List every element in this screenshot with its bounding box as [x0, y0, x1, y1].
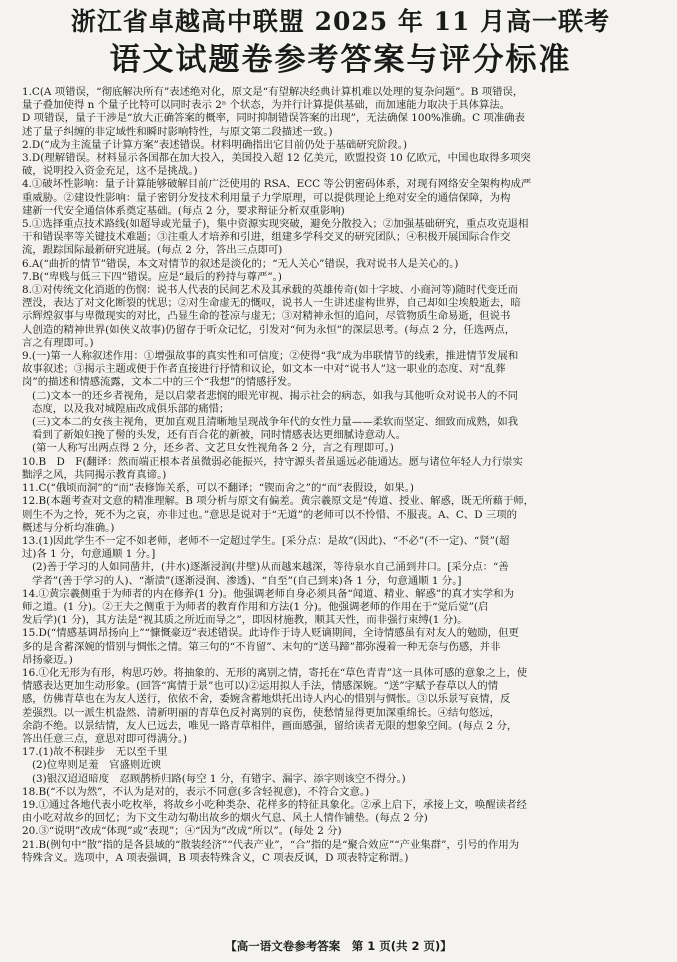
answer-line: 6.A(“曲折的情节”错误，本文对情节的叙述是淡化的；“无人关心”错误，我对说书人是关心的。) — [22, 257, 459, 270]
answer-item — [22, 825, 659, 838]
answer-line: (二)文本一的还乡者视角，是以启蒙者悲悯的眼光审视、揭示社会的病态，如我与其他听众对说书人的不同 — [32, 389, 519, 402]
answer-line: 1.C(A 项错误，“彻底解决所有”表述绝对化，原文是“有望解决经典计算机难以处理的复杂问题”。B 项错误， — [22, 86, 524, 98]
answer-item — [22, 258, 659, 271]
answer-line: 师之道。(1 分)。②王夫之侧重于为师者的教育作用和方法(1 分)。他强调老师的作用在于“觉后觉”(启 — [22, 600, 489, 613]
answer-line: 重威胁。②建设性影响：量子密钥分发技术利用量子力学原理，可以提供理论上绝对安全的通信保障，为构 — [22, 191, 511, 204]
answer-line: 18.B(“不以为然”，不认为是对的，表示不同意(多含轻视意)，不符合文意。) — [22, 785, 370, 798]
answer-line: 答出任意三点，意思对即可得满分。) — [22, 732, 188, 745]
answer-item — [22, 786, 659, 799]
answer-item — [22, 535, 659, 561]
answer-line: 20.③“说明”改成“体现”或“表现”；④“因为”改成“所以”。(每处 2 分) — [22, 825, 342, 838]
answer-item — [22, 218, 659, 258]
answer-item — [22, 667, 659, 746]
answer-line: 由小吃对故乡的回忆；为下文生动勾勒出故乡的烟火气息、风土人情作铺垫。(每点 2 分) — [22, 812, 428, 825]
document-title: 语文试题卷参考答案与评分标准 — [109, 42, 572, 78]
answer-line: 发后学)(1 分)，其方法是“视其质之所近而导之”，即因材施教，顺其天性，而非强行束缚(1 分)。 — [22, 614, 468, 627]
answer-line: 概述与分析均准确。) — [22, 521, 115, 534]
answer-line: 故事叙述；③揭示主题或便于作者直接进行抒情和议论，如文本一中对“说书人”这一职业的态度、对“乱葬 — [22, 363, 506, 376]
answer-line: 多的是含蓄深婉的惜别与惆怅之情。第三句的“不肯留”、末句的“送马蹄”都弥漫着一种无奈与伤感，并非 — [22, 640, 501, 653]
answer-line: 17.(1)故不积跬步 无以至千里 — [22, 746, 168, 759]
answer-line: 差强烈。以一派生机盎然、清新明丽的青草色反衬离别的哀伤，使愁情显得更加深重绵长。④结句悠远， — [22, 706, 500, 719]
answer-line: 5.①选择重点技术路线(如超导或光量子)，集中资源实现突破，避免分散投入；②加强基础研究，重点攻克退相 — [22, 218, 529, 231]
answer-line: 言之有理即可。) — [22, 336, 94, 349]
answer-item — [22, 773, 659, 786]
answer-line: 量子叠加使得 n 个量子比特可以同时表示 2ⁿ 个状态，为并行计算提供基础，而加速能力取决于具体算法。 — [22, 99, 511, 112]
answer-line: 12.B(本题考查对文意的精准理解。B 项分析与原文有偏差。黄宗羲原文是“传道、授业、解惑，既无所藉于师， — [22, 495, 535, 508]
answer-line: 10.B D F(翻译：然而端正根本者虽微弱必能振兴，持守源头者虽遥远必能通达。愿与诸位年轻人力行崇实 — [22, 455, 523, 468]
answer-line: 述了量子纠缠的非定域性和瞬时影响特性，与原文第二段描述一致。) — [22, 125, 333, 138]
answer-line: 4.①破坏性影响：量子计算能够破解目前广泛使用的 RSA、ECC 等公钥密码体系，对现有网络安全架构构成严 — [22, 178, 532, 191]
answer-item — [22, 86, 659, 139]
answer-line: 3.D(理解错误。材料显示各国都在加大投入，美国投入超 12 亿美元，欧盟投资 10 亿欧元，中国也取得多项突 — [22, 152, 531, 165]
answer-item — [22, 561, 659, 587]
exam-title: 浙江省卓越高中联盟 2025 年 11 月高一联考 — [70, 7, 611, 36]
answer-item — [22, 799, 659, 825]
answer-line: (2)善于学习的人如同凿井，(井水)逐渐浸润(井壁)从而越来越深，等待泉水自己涌到井口。[采分点：“善 — [32, 561, 509, 574]
answer-line: 建新一代安全通信体系奠定基础。(每点 2 分，要求辩证分析双重影响) — [22, 204, 345, 217]
answer-line: 态度，以及我对城隍庙改成俱乐部的痛惜； — [32, 402, 230, 415]
answer-line: 19.①通过各地代表小吃枚举，将故乡小吃种类杂、花样多的特征具象化。②承上启下，承接上文，唤醒读者经 — [22, 798, 527, 811]
answer-item — [22, 495, 659, 535]
answer-line: 13.(1)因此学生不一定不如老师，老师不一定超过学生。[采分点：是故”(因此)、“不必”(不一定)、“贤”(超 — [22, 534, 510, 547]
answer-line: 则生不为之怜，死不为之哀，亦非过也。”意思是说对于“无道”的老师可以不怜惜、不服丧。A、C、D 三项的 — [22, 508, 518, 521]
answer-item — [22, 390, 659, 416]
answer-item — [22, 139, 659, 152]
answer-item — [22, 416, 659, 456]
answer-line: 干和错误率等关键技术难题；③注重人才培养和引进，组建多学科交叉的研究团队；④积极开展国际合作交 — [22, 231, 511, 244]
answer-line: 2.D(“成为主流量子计算方案”表述错误。材料明确指出它目前仍处于基础研究阶段。) — [22, 138, 408, 151]
answer-item — [22, 839, 659, 865]
answer-line: 11.C(“俄顷而洞”的“而”表修饰关系，可以不翻译；“锲而舍之”的“而”表假设，如果。) — [22, 482, 414, 495]
answer-item — [22, 152, 659, 178]
page-footer: 【高一语文卷参考答案 第 1 页(共 2 页)】 — [225, 939, 452, 953]
answer-item — [22, 178, 659, 218]
answer-line: 15.D(“情感基调昂扬向上”“慷慨豪迈”表述错误。此诗作于诗人贬谪期间，全诗情感虽有对友人的勉励，但更 — [22, 627, 519, 640]
answer-line: D 项错误，量子干涉是“放大正确答案的概率，同时抑制错误答案的出现”，无法确保 100%准确。C 项准确表 — [22, 112, 525, 125]
answer-line: 9.(一)第一人称叙述作用：①增强故事的真实性和可信度；②使得“我”成为串联情节的线索，推进情节发展和 — [22, 350, 519, 363]
answer-line: 8.①对传统文化消逝的伤悯：说书人代表的民间艺术及其承载的英雄传奇(如十字坡、小商河等)随时代变迁而 — [22, 284, 518, 297]
answer-list — [22, 86, 659, 865]
answer-line: 21.B(例句中“散”指的是各县域的“散装经济”“代表产业”，“合”指的是“聚合效应”“产业集群”，引号的作用为 — [22, 838, 520, 851]
answer-line: 过)各 1 分，句意通顺 1 分。] — [22, 548, 156, 561]
answer-line: (第一人称写出两点得 2 分，还乡者、文艺旦女性视角各 2 分，言之有理即可。) — [32, 442, 394, 455]
answer-line: 流，跟踪国际最新研究进展。(每点 2 分，答出三点即可) — [22, 244, 283, 257]
answer-line: (三)文本二的女孩主视角，更加直观且清晰地呈现战争年代的女性力量——柔软而坚定、细致而成熟，如我 — [32, 416, 519, 429]
answer-line: 特殊含义。选项中，A 项表强调，B 项表特殊含义，C 项表反讽，D 项表特定称谓。) — [22, 851, 409, 864]
answer-line: 破，说明投入资金充足，这不是挑战。) — [22, 165, 198, 178]
answer-line: 情感表达更加生动形象。(回答“寓情于景”也可以)②运用拟人手法，情感深婉。“送”字赋予春草以人的情 — [22, 680, 499, 693]
answer-line: 14.①黄宗羲侧重于为师者的内在修养(1 分)。他强调老师自身必须具备“闻道、精业、解惑”的真才实学和为 — [22, 587, 514, 600]
answer-item — [22, 759, 659, 772]
answer-line: 示辉煌叙事与卑微现实的对比，凸显生命的苍凉与虚无；③对精神永恒的追问，尽管物质生命易逝，但说书 — [22, 310, 511, 323]
answer-line: 黜浮之风，共同揭示教育真谛。) — [22, 468, 167, 481]
answer-item — [22, 456, 659, 482]
answer-line: 余韵不绝。以景结情，友人已远去，唯见一路青草相伴，画面感强，留给读者无限的想象空间。(每点 2 分， — [22, 719, 518, 732]
answer-line: 人创造的精神世界(如侠义故事)仍留存于听众记忆，引发对“何为永恒”的深层思考。(每点 2 分，任选两点， — [22, 323, 516, 336]
answer-line: 看到了新娘妇挽了髻的头发，还有百合花的新被，同时情感表达更细腻诗意动人。 — [32, 429, 407, 442]
answer-line: 岗”的描述和情感流露，文本二中的三个“我想”的情感抒发。 — [22, 376, 298, 389]
answer-line: 湮没，表达了对文化断裂的忧思；②对生命虚无的慨叹，说书人一生讲述虚构世界，自己却如尘埃般逝去，暗 — [22, 297, 521, 310]
answer-line: 昂扬豪迈。) — [22, 653, 73, 666]
answer-item — [22, 271, 659, 284]
answer-item — [22, 482, 659, 495]
answer-item — [22, 746, 659, 759]
answer-item — [22, 588, 659, 628]
answer-item — [22, 350, 659, 390]
answer-item — [22, 284, 659, 350]
answer-line: 7.B(“卑贱与低三下四”错误。应是“最后的矜持与尊严”。) — [22, 270, 282, 283]
answer-item — [22, 627, 659, 667]
answer-line: 16.①化无形为有形，构思巧妙。将抽象的、无形的离别之情，寄托在“草色青青”这一具体可感的意象之上，使 — [22, 666, 528, 679]
answer-line: (2)位卑则足羞 官盛则近谀 — [32, 759, 162, 772]
answer-line: 感，仿佛青草也在为友人送行，依依不舍，委婉含蓄地烘托出诗人内心的惜别与惆怅。③以乐景写哀情，反 — [22, 693, 511, 706]
answer-line: 学者”(善于学习的人)、“渐渍”(逐渐浸润、渗透)、“自至”(自己到来)各 1 分，句意通顺 1 分。] — [32, 574, 462, 587]
answer-line: (3)银汉迢迢暗度 忍顾鹊桥归路(每空 1 分，有错字、漏字、添字则该空不得分。) — [32, 772, 406, 785]
